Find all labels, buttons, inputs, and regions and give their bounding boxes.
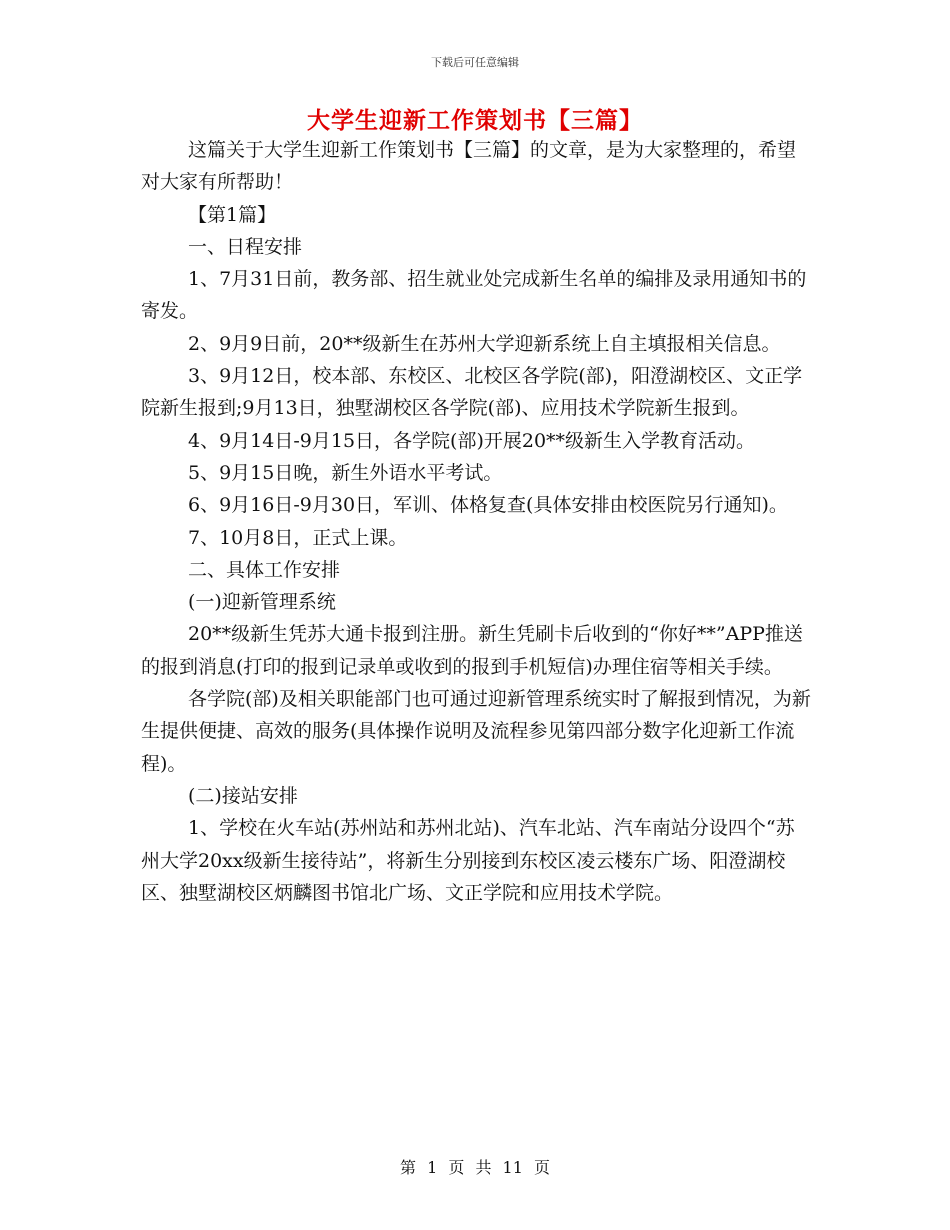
paragraph-schedule-4: 4、9月14日-9月15日，各学院(部)开展20**级新生入学教育活动。 [188, 429, 756, 452]
subheading-system: (一)迎新管理系统 [188, 591, 336, 614]
heading-schedule: 一、日程安排 [188, 235, 303, 258]
heading-work-arrangement: 二、具体工作安排 [188, 558, 341, 581]
page-number-footer: 第 1 页 共 11 页 [400, 1158, 550, 1177]
document-body [141, 134, 811, 909]
paragraph-pickup-1: 1、学校在火车站(苏州站和苏州北站)、汽车北站、汽车南站分设四个“苏州大学20xx级新生接待站”，将新生分别接到东校区凌云楼东广场、阳澄湖校区、独墅湖校区炳麟图书馆北广场、文正学院和应用技术学院。 [141, 817, 795, 904]
paragraph-schedule-6: 6、9月16日-9月30日，军训、体格复查(具体安排由校医院另行通知)。 [188, 494, 788, 517]
paragraph-system-2: 各学院(部)及相关职能部门也可通过迎新管理系统实时了解报到情况，为新生提供便捷、高效的服务(具体操作说明及流程参见第四部分数字化迎新工作流程)。 [141, 688, 811, 775]
paragraph-schedule-1: 1、7月31日前，教务部、招生就业处完成新生名单的编排及录用通知书的寄发。 [141, 268, 807, 323]
header-note: 下载后可任意编辑 [431, 56, 519, 69]
section-label-part-1: 【第1篇】 [188, 203, 277, 226]
paragraph-intro: 这篇关于大学生迎新工作策划书【三篇】的文章，是为大家整理的，希望对大家有所帮助！ [141, 139, 797, 194]
paragraph-schedule-3: 3、9月12日，校本部、东校区、北校区各学院(部)，阳澄湖校区、文正学院新生报到;9月13日，独墅湖校区各学院(部)、应用技术学院新生报到。 [141, 365, 803, 420]
paragraph-schedule-2: 2、9月9日前，20**级新生在苏州大学迎新系统上自主填报相关信息。 [188, 332, 781, 355]
paragraph-schedule-5: 5、9月15日晚，新生外语水平考试。 [188, 461, 503, 484]
paragraph-schedule-7: 7、10月8日，正式上课。 [188, 526, 408, 549]
document-title: 大学生迎新工作策划书【三篇】 [307, 107, 643, 134]
paragraph-system-1: 20**级新生凭苏大通卡报到注册。新生凭刷卡后收到的“你好**”APP推送的报到消息(打印的报到记录单或收到的报到手机短信)办理住宿等相关手续。 [141, 623, 803, 678]
subheading-pickup: (二)接站安排 [188, 784, 298, 807]
